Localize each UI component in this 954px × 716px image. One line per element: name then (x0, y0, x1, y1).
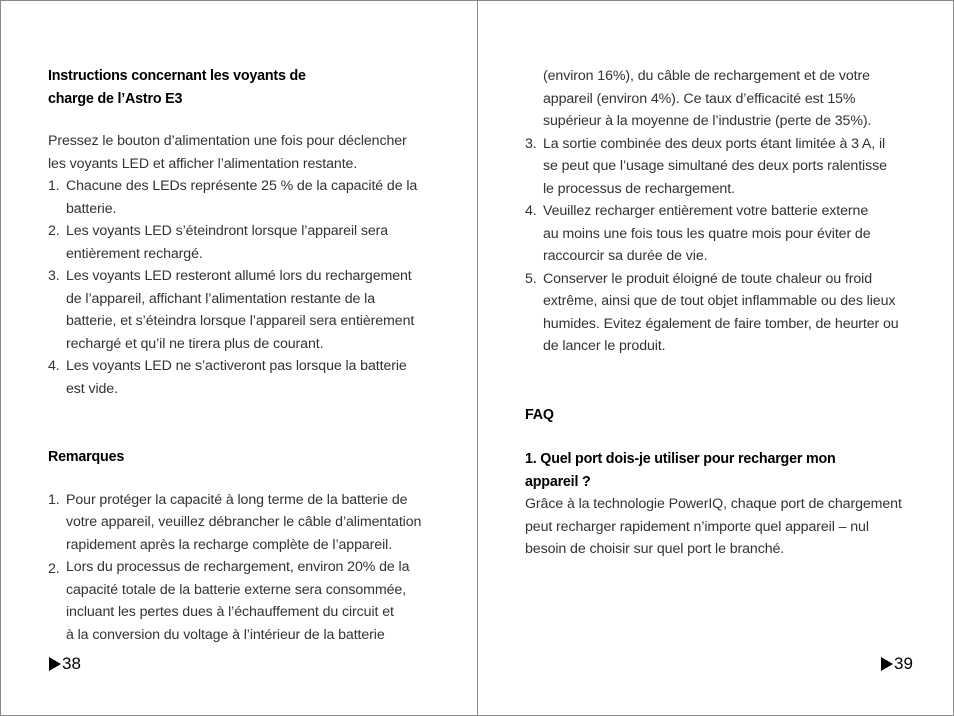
text-line: La sortie combinée des deux ports étant limitée à 3 A, il (543, 135, 886, 152)
list-number: 1. (48, 178, 60, 194)
list-item (48, 489, 443, 557)
text-line: est vide. (66, 380, 118, 397)
list-number: 2. (48, 223, 60, 239)
text-line: extrême, ainsi que de tout objet inflammable ou des lieux (543, 293, 896, 309)
list-number: 5. (525, 270, 537, 287)
text-line: supérieur à la moyenne de l’industrie (perte de 35%). (543, 113, 872, 129)
text-line: Conserver le produit éloigné de toute chaleur ou froid (543, 270, 873, 287)
text-line: humides. Evitez également de faire tomber, de heurter ou (543, 315, 899, 332)
text-line: incluant les pertes dues à l’échauffement du circuit et (66, 604, 394, 620)
text-line: entièrement rechargé. (66, 245, 203, 262)
list-item (48, 556, 443, 646)
remarques-list-continued (525, 133, 920, 358)
section-heading-led-instructions (48, 65, 443, 110)
list-number: 1. (48, 491, 60, 508)
page-number (881, 654, 913, 674)
text-line: Lors du processus de rechargement, environ 20% de la (66, 559, 410, 575)
text-line: à la conversion du voltage à l’intérieur de la batterie (66, 626, 385, 643)
text-line: (environ 16%), du câble de rechargement et de votre (543, 68, 870, 84)
list-number: 2. (48, 561, 60, 577)
text-line: Pressez le bouton d’alimentation une fois pour déclencher (48, 133, 407, 149)
right-page (477, 0, 954, 716)
text-line: Chacune des LEDs représente 25 % de la capacité de la (66, 178, 418, 194)
list-item (48, 220, 443, 265)
list-number: 4. (48, 358, 60, 374)
list-number: 3. (525, 135, 537, 152)
page-number-text: 39 (894, 654, 913, 673)
section-heading-remarques: Remarques (48, 449, 125, 465)
faq-answer (525, 493, 920, 561)
text-line: de lancer le produit. (543, 338, 666, 354)
text-line: batterie, et s’éteindra lorsque l’appareil sera entièrement (66, 313, 415, 329)
text-line: les voyants LED et afficher l’alimentation restante. (48, 155, 358, 172)
heading-line: Instructions concernant les voyants de (48, 68, 306, 84)
list-number: 4. (525, 203, 537, 219)
heading-line: charge de l’Astro E3 (48, 90, 183, 107)
list-item (525, 268, 920, 358)
text-line: de l’appareil, affichant l’alimentation restante de la (66, 290, 376, 307)
text-line: peut recharger rapidement n’importe quel appareil – nul (525, 518, 869, 535)
text-line: Veuillez recharger entièrement votre batterie externe (543, 203, 869, 219)
right-page-content (525, 1, 920, 561)
arrow-right-icon (881, 657, 893, 671)
list-number: 3. (48, 268, 60, 284)
text-line: se peut que l’usage simultané des deux ports ralentisse (543, 158, 887, 174)
text-line: Les voyants LED resteront allumé lors du rechargement (66, 268, 412, 284)
text-line: 1. Quel port dois-je utiliser pour recharger mon (525, 451, 836, 467)
text-line: rechargé et qu’il ne tirera plus de courant. (66, 335, 324, 352)
text-line: rapidement après la recharge complète de l’appareil. (66, 536, 393, 553)
text-line: capacité totale de la batterie externe sera consommée, (66, 581, 407, 598)
text-line: Les voyants LED ne s’activeront pas lorsque la batterie (66, 358, 407, 374)
text-line: besoin de choisir sur quel port le branché. (525, 541, 785, 557)
continuation-paragraph (525, 65, 920, 133)
list-item (48, 265, 443, 355)
section-heading-faq: FAQ (525, 406, 554, 423)
page-number (49, 654, 81, 674)
faq-question (525, 448, 920, 493)
list-item (525, 133, 920, 201)
list-item (525, 200, 920, 268)
list-item (48, 355, 443, 400)
text-line: appareil (environ 4%). Ce taux d’efficacité est 15% (543, 90, 856, 107)
text-line: appareil ? (525, 473, 591, 490)
page-number-text: 38 (62, 654, 81, 673)
text-line: batterie. (66, 200, 117, 217)
text-line: Pour protéger la capacité à long terme de la batterie de (66, 491, 408, 508)
text-line: au moins une fois tous les quatre mois pour éviter de (543, 225, 871, 242)
text-line: Grâce à la technologie PowerIQ, chaque port de chargement (525, 496, 902, 512)
arrow-right-icon (49, 657, 61, 671)
text-line: raccourcir sa durée de vie. (543, 248, 708, 264)
remarques-list (48, 489, 443, 647)
text-line: Les voyants LED s’éteindront lorsque l’appareil sera (66, 223, 389, 239)
list-item (48, 175, 443, 220)
text-line: le processus de rechargement. (543, 180, 735, 197)
led-instructions-list (48, 175, 443, 400)
text-line: votre appareil, veuillez débrancher le câble d’alimentation (66, 514, 422, 530)
intro-paragraph (48, 130, 443, 175)
left-page-content (48, 1, 443, 646)
